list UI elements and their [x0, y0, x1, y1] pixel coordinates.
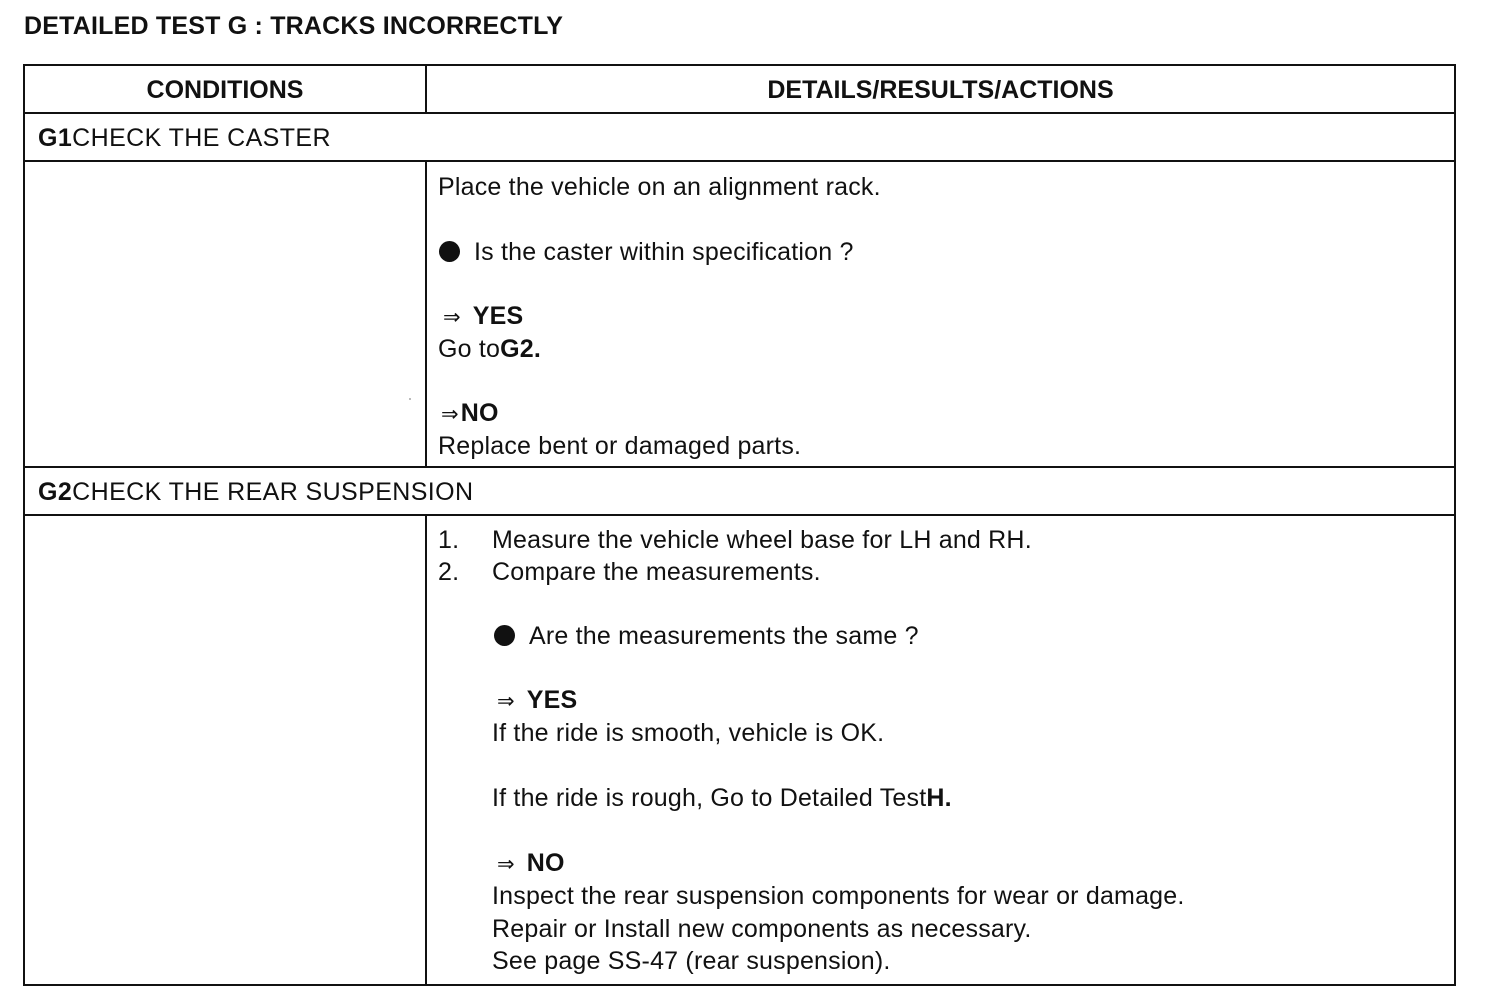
g2-no-line-2: Repair or Install new components as necessary. [492, 915, 1032, 943]
column-divider-g2 [425, 516, 427, 984]
filled-circle-bullet-icon [494, 625, 515, 646]
section-code-g1: G1 [38, 124, 73, 152]
g1-yes-action-text: Go to [438, 335, 501, 363]
g2-yes-line-2 [492, 784, 952, 813]
section-title-text-g1: CHECK THE CASTER [72, 124, 331, 152]
header-divider [25, 112, 1454, 114]
column-divider-g1 [425, 162, 427, 466]
double-right-arrow-icon: ⇒ [497, 690, 515, 713]
g2-no-label: NO [526, 849, 565, 877]
page-title: DETAILED TEST G : TRACKS INCORRECTLY [24, 12, 564, 40]
g1-no-branch [441, 399, 499, 428]
g2-question-text: Are the measurements the same ? [529, 622, 919, 650]
conditions-column-header: CONDITIONS [146, 76, 304, 104]
g2-no-line-1: Inspect the rear suspension components for wear or damage. [492, 882, 1185, 910]
g2-yes-line-2-text: If the ride is rough, Go to Detailed Test [492, 784, 927, 812]
column-divider-header [425, 66, 427, 112]
double-right-arrow-icon: ⇒ [443, 306, 461, 329]
section-g2-divider [25, 514, 1454, 516]
g1-yes-label: YES [472, 302, 524, 330]
g2-no-line-3: See page SS-47 (rear suspension). [492, 947, 891, 975]
g2-yes-line-1: If the ride is smooth, vehicle is OK. [492, 719, 885, 747]
g1-no-label: NO [460, 399, 499, 427]
double-right-arrow-icon: ⇒ [497, 853, 515, 876]
g1-question-text: Is the caster within specification ? [474, 238, 854, 266]
g2-step-1 [438, 526, 1032, 555]
g2-question [494, 622, 919, 651]
g2-yes-line-2-ref: H. [926, 784, 952, 812]
g2-step-2 [438, 558, 821, 587]
diagnostic-table [23, 64, 1456, 986]
section-title-g1 [38, 124, 331, 153]
double-right-arrow-icon: ⇒ [441, 403, 459, 426]
section-code-g2: G2 [38, 478, 73, 506]
g2-yes-label: YES [526, 686, 578, 714]
filled-circle-bullet-icon [439, 241, 460, 262]
g2-step-2-number: 2. [438, 558, 460, 586]
section-title-text-g2: CHECK THE REAR SUSPENSION [72, 478, 474, 506]
g1-intro-text: Place the vehicle on an alignment rack. [438, 173, 881, 201]
section-title-g2 [38, 478, 473, 507]
g1-yes-action [438, 335, 541, 364]
section-g1-divider [25, 160, 1454, 162]
details-column-header: DETAILS/RESULTS/ACTIONS [767, 76, 1114, 104]
g2-step-1-number: 1. [438, 526, 460, 554]
g2-step-1-text: Measure the vehicle wheel base for LH and RH. [492, 526, 1032, 554]
g2-step-2-text: Compare the measurements. [492, 558, 821, 586]
section-g1-end-divider [25, 466, 1454, 468]
g1-question [439, 238, 854, 267]
g1-yes-branch [443, 302, 523, 331]
g1-no-action: Replace bent or damaged parts. [438, 432, 802, 460]
scan-speck [409, 398, 411, 400]
g2-yes-branch [497, 686, 577, 715]
g2-no-branch [497, 849, 565, 878]
g1-yes-action-ref: G2. [500, 335, 542, 363]
